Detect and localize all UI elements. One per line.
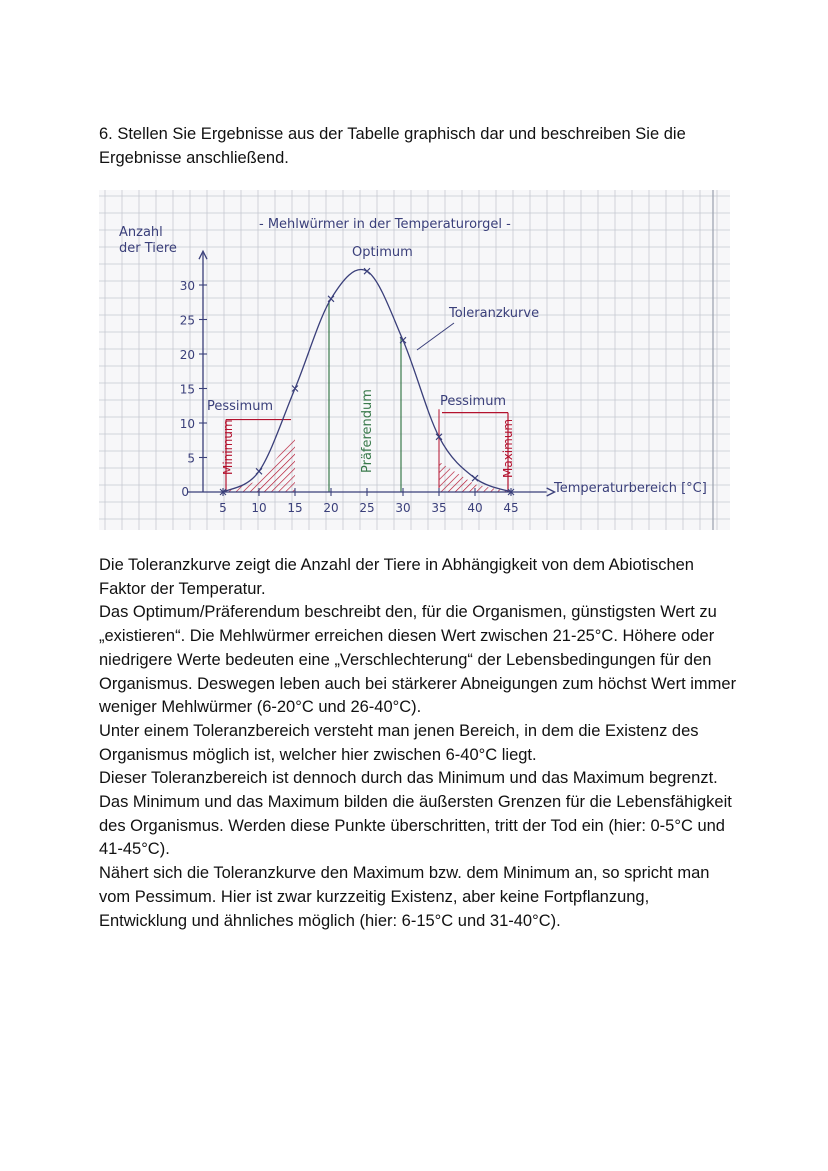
maximum-label: Maximum [501,418,515,478]
x-tick-label: 45 [503,501,519,515]
pessimum-right-label: Pessimum [440,394,507,409]
praeferendum-label: Präferendum [360,389,375,473]
x-tick-label: 30 [395,501,411,515]
y-tick-label: 30 [179,279,195,293]
x-tick-label: 40 [467,501,483,515]
x-tick-label: 20 [323,501,339,515]
paragraph-1: Die Toleranzkurve zeigt die Anzahl der Tiere in Abhängigkeit von dem Abiotischen Faktor der Temperatur. [99,556,694,598]
optimum-label: Optimum [352,245,413,260]
y-axis-label-line2: der Tiere [119,241,177,256]
paragraph-2: Das Optimum/Präferendum beschreibt den, für die Organismen, günstigsten Wert zu „existieren“. Die Mehlwürmer erreichen diesen Wert zwischen 21-25°C. Höhere oder niedrigere Werte bedeuten eine „Verschlechterung“ der Lebensbedingungen für den Organismus. Deswegen leben auch bei stärkerer Abneigungen zum höchst Wert immer weniger Mehlwürmer (6-20°C und 26-40°C). [99,603,737,717]
y-tick-label: 10 [179,417,195,431]
y-tick-label: 20 [179,348,195,362]
y-tick-label: 5 [187,451,195,466]
toleranzkurve-label: Toleranzkurve [449,306,540,321]
minimum-label: Minimum [221,419,235,475]
graph-photo [99,190,730,530]
y-tick-label: 25 [179,313,195,328]
description-text [99,554,739,933]
y-tick-label: 0 [181,485,189,499]
x-axis-label: Temperaturbereich [°C] [554,481,707,496]
pessimum-left-label: Pessimum [207,399,274,414]
x-tick-label: 5 [219,501,227,515]
y-tick-label: 15 [179,382,195,397]
tolerance-curve-chart [99,190,730,530]
x-tick-label: 25 [359,501,375,515]
chart-title: - Mehlwürmer in der Temperaturorgel - [259,217,511,232]
x-tick-label: 15 [287,501,303,515]
paragraph-4: Dieser Toleranzbereich ist dennoch durch das Minimum und das Maximum begrenzt. Das Minimum und das Maximum bilden die äußersten Grenzen für die Lebensfähigkeit des Organismus. Werden diese Punkte überschritten, tritt der Tod ein (hier: 0-5°C und 41-45°C). [99,769,732,859]
x-tick-label: 35 [431,501,447,515]
task-heading: 6. Stellen Sie Ergebnisse aus der Tabelle graphisch dar und beschreiben Sie die Ergebnisse anschließend. [99,125,686,167]
paragraph-3: Unter einem Toleranzbereich versteht man jenen Bereich, in dem die Existenz des Organismus möglich ist, welcher hier zwischen 6-40°C liegt. [99,721,699,764]
x-tick-label: 10 [251,501,267,515]
y-axis-label-line1: Anzahl [119,225,163,240]
paragraph-5: Nähert sich die Toleranzkurve den Maximum bzw. dem Minimum an, so spricht man vom Pessimum. Hier ist zwar kurzzeitig Existenz, aber keine Fortpflanzung, Entwicklung und ähnliches möglich (hier: 6-15°C und 31-40°C). [99,864,710,930]
